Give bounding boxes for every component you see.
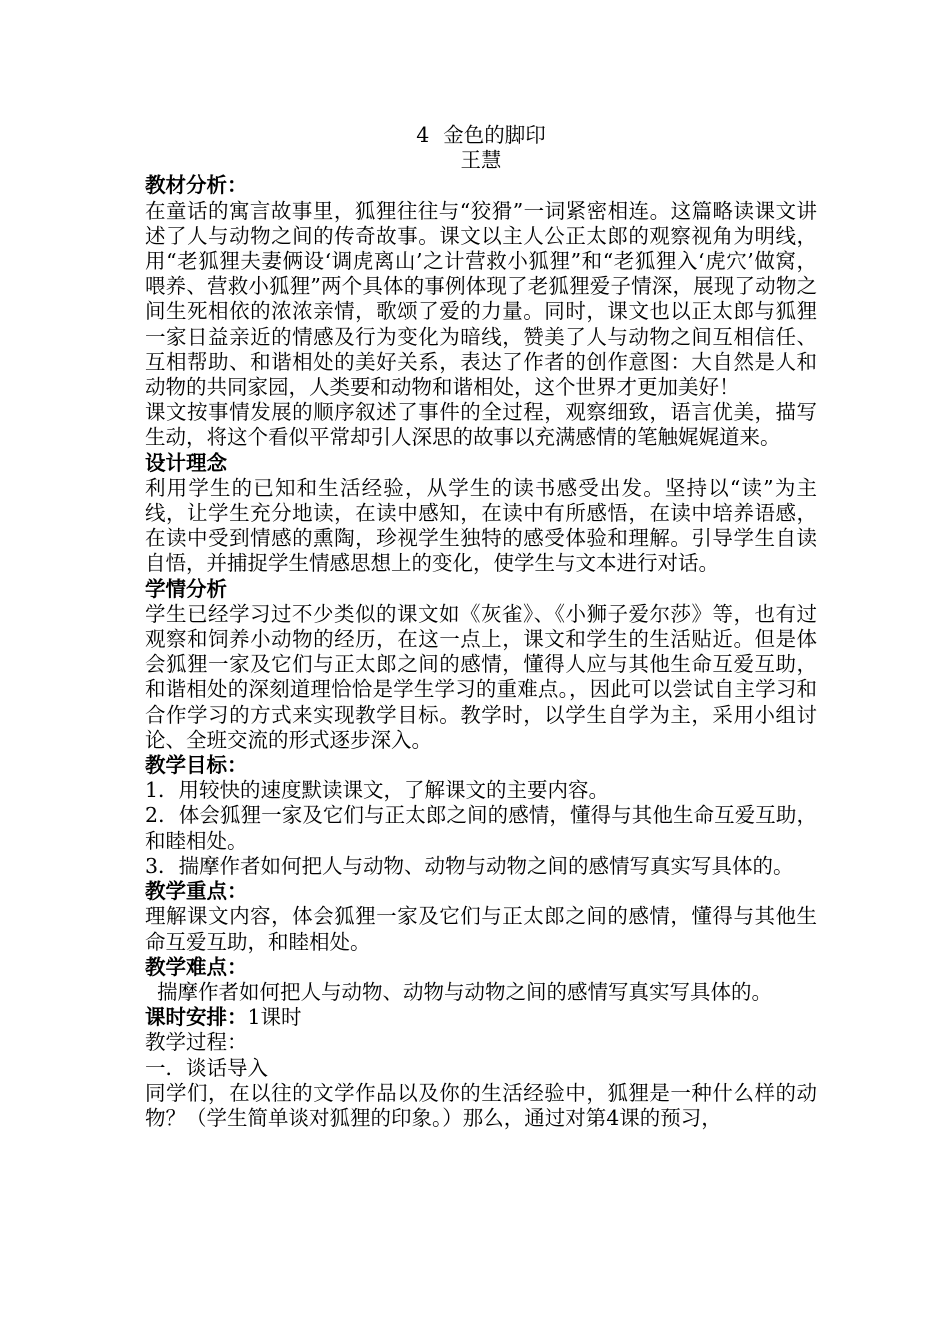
schedule-value: 1课时	[247, 1005, 302, 1030]
section-heading-textbook-analysis: 教材分析：	[145, 173, 248, 198]
lesson-title	[145, 123, 817, 148]
difficulties-paragraph: 揣摩作者如何把人与动物、动物与动物之间的感情写真实写具体的。	[157, 979, 772, 1004]
step-heading-intro: 一．谈话导入	[145, 1055, 268, 1080]
lesson-title-text: 金色的脚印	[443, 123, 546, 147]
section-heading-schedule: 课时安排：	[145, 1005, 248, 1030]
section-heading-teaching-goals: 教学目标：	[145, 753, 248, 778]
design-concept-paragraph: 利用学生的已知和生活经验，从学生的读书感受出发。坚持以“读”为主线，让学生充分地读，在读中感知，在读中有所感悟，在读中培养语感，在读中受到情感的熏陶，珍视学生独特的感受体验和理解。引导学生自读自悟，并捕捉学生情感思想上的变化，使学生与文本进行对话。	[145, 475, 817, 576]
textbook-analysis-paragraph-1: 在童话的寓言故事里，狐狸往往与“狡猾”一词紧密相连。这篇略读课文讲述了人与动物之间的传奇故事。课文以主人公正太郎的观察视角为明线，用“老狐狸夫妻俩设‘调虎离山’之计营救小狐狸”和“老狐狸入‘虎穴’做窝，喂养、营救小狐狸”两个具体的事例体现了老狐狸爱子情深，展现了动物之间生死相依的浓浓亲情，歌颂了爱的力量。同时，课文也以正太郎与狐狸一家日益亲近的情感及行为变化为暗线，赞美了人与动物之间互相信任、互相帮助、和谐相处的美好关系，表达了作者的创作意图：大自然是人和动物的共同家园，人类要和动物和谐相处，这个世界才更加美好！	[145, 198, 817, 400]
key-points-paragraph: 理解课文内容，体会狐狸一家及它们与正太郎之间的感情，懂得与其他生命互爱互助，和睦相处。	[145, 904, 817, 954]
section-heading-difficulties: 教学难点：	[145, 954, 248, 979]
intro-paragraph: 同学们，在以往的文学作品以及你的生活经验中，狐狸是一种什么样的动物？（学生简单谈对狐狸的印象。）那么，通过对第4课的预习，	[145, 1080, 817, 1130]
class-schedule	[145, 1005, 817, 1030]
teaching-process-label: 教学过程：	[145, 1030, 248, 1055]
section-heading-student-analysis: 学情分析	[145, 576, 227, 601]
teaching-goal-item: 2．体会狐狸一家及它们与正太郎之间的感情，懂得与其他生命互爱互助，和睦相处。	[145, 803, 817, 853]
document-page	[145, 123, 817, 1131]
author-name: 王慧	[460, 148, 502, 173]
student-analysis-paragraph: 学生已经学习过不少类似的课文如《灰雀》、《小狮子爱尔莎》等，也有过观察和饲养小动物的经历，在这一点上，课文和学生的生活贴近。但是体会狐狸一家及它们与正太郎之间的感情，懂得人应与其他生命互爱互助，和谐相处的深刻道理恰恰是学生学习的重难点。，因此可以尝试自主学习和合作学习的方式来实现教学目标。教学时，以学生自学为主，采用小组讨论、全班交流的形式逐步深入。	[145, 601, 817, 752]
section-heading-key-points: 教学重点：	[145, 879, 248, 904]
textbook-analysis-paragraph-2: 课文按事情发展的顺序叙述了事件的全过程，观察细致，语言优美，描写生动，将这个看似平常却引人深思的故事以充满感情的笔触娓娓道来。	[145, 400, 817, 450]
teaching-goal-item: 1．用较快的速度默读课文，了解课文的主要内容。	[145, 778, 610, 803]
lesson-number: 4	[416, 123, 430, 147]
section-heading-design-concept: 设计理念	[145, 450, 227, 475]
teaching-goal-item: 3．揣摩作者如何把人与动物、动物与动物之间的感情写真实写具体的。	[145, 853, 794, 878]
